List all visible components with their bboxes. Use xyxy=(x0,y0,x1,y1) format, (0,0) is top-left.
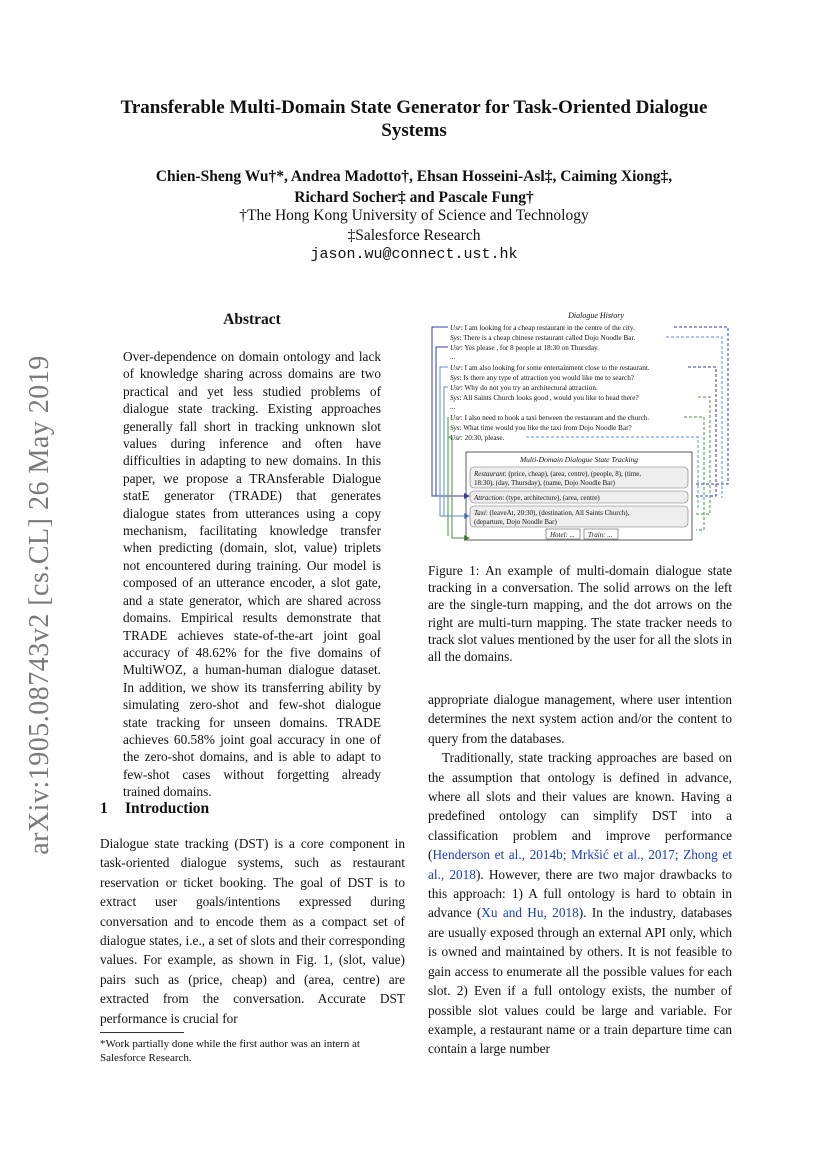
ellipsis-2: ... xyxy=(450,403,456,411)
introduction-paragraph: Dialogue state tracking (DST) is a core component in task-oriented dialogue systems, such as restaurant reservation or ticket booking. The goal of DST is to extract user goals/intentions expressed during conversation and to encode them as a compact set of dialogue states, i.e., a set of slots and their corresponding values. For example, as shown in Fig. 1, (slot, value) pairs such as (price, cheap) and (area, centre) are extracted from the conversation. Accurate DST performance is crucial for xyxy=(100,836,405,1026)
restaurant-state-line-2: 18:30), (day, Thursday), (name, Dojo Noodle Bar) xyxy=(474,479,615,487)
section-title: Introduction xyxy=(125,800,210,817)
restaurant-dotted-arrow xyxy=(674,327,728,484)
dialogue-history-title: Dialogue History xyxy=(568,311,624,320)
turn-7: Sys: All Saints Church looks good , would you like to head there? xyxy=(450,394,639,402)
train-state-label: Train: ... xyxy=(588,531,613,539)
authors-line-1: Chien-Sheng Wu†*, Andrea Madotto†, Ehsan Hosseini-Asl‡, Caiming Xiong‡, xyxy=(155,168,673,185)
contact-email[interactable]: jason.wu@connect.ust.hk xyxy=(310,246,518,263)
ellipsis-1: ... xyxy=(450,353,456,361)
paragraph-text-a: Traditionally, state tracking approaches are based on the assumption that ontology is defined in advance, where all slots and their values are known. Having a predefined ontology can simplify DST into a classification problem and improve performance ( xyxy=(428,750,732,863)
right-column-text xyxy=(428,690,732,1059)
attraction-state-line: Attraction: (type, architecture), (area, centre) xyxy=(474,494,600,502)
turn-4: Usr: I am also looking for some entertainment close to the restaurant. xyxy=(450,364,650,372)
restaurant-arrow-2 xyxy=(436,347,448,496)
turn-10: Usr: 20:30, please. xyxy=(450,434,505,442)
paragraph-traditional-approaches xyxy=(428,748,732,1059)
affiliations xyxy=(120,206,708,246)
affiliation-hkust: †The Hong Kong University of Science and Technology xyxy=(239,207,589,224)
paper-title: Transferable Multi-Domain State Generator for Task-Oriented Dialogue Systems xyxy=(120,97,708,141)
citation-xu-hu[interactable]: Xu and Hu, 2018 xyxy=(481,905,579,921)
citation-henderson-mrksic-zhong[interactable]: Henderson et al., 2014b; Mrkšić et al., 2017; Zhong et al., 2018 xyxy=(428,847,732,882)
turn-2: Sys: There is a cheap chinese restaurant called Dojo Noodle Bar. xyxy=(450,334,636,342)
turn-9: Sys: What time would you like the taxi from Dojo Noodle Bar? xyxy=(450,424,632,432)
footnote: *Work partially done while the first author was an intern at Salesforce Research. xyxy=(100,1038,360,1064)
taxi-arrow xyxy=(448,437,464,538)
taxi-state-line-2: (departure, Dojo Noodle Bar) xyxy=(474,518,557,526)
turn-5: Sys: Is there any type of attraction you would like me to search? xyxy=(450,374,635,382)
state-tracking-title: Multi-Domain Dialogue State Tracking xyxy=(519,455,639,464)
footnote-rule xyxy=(100,1032,184,1033)
taxi-state-line-1: Taxi: (leaveAt, 20:30), (destination, All Saints Church), xyxy=(474,509,630,517)
authors-line-2: Richard Socher‡ and Pascale Fung† xyxy=(294,189,534,206)
figure-1-diagram xyxy=(426,308,736,543)
arxiv-id-text: arXiv:1905.08743v2 [cs.CL] 26 May 2019 xyxy=(24,355,56,855)
turn-3: Usr: Yes please , for 8 people at 18:30 on Thursday. xyxy=(450,344,599,352)
affiliation-salesforce: ‡Salesforce Research xyxy=(347,227,481,244)
attraction-arrowhead xyxy=(464,513,470,519)
figure-1-caption: Figure 1: An example of multi-domain dialogue state tracking in a conversation. The solid arrows on the left are the single-turn mapping, and the dot arrows on the right are multi-turn mapping. The state tracker needs to track slot values mentioned by the user for all the slots in all the domains. xyxy=(428,563,732,665)
attraction-arrow-2 xyxy=(444,387,448,516)
arxiv-identifier xyxy=(20,345,60,865)
restaurant-state-line-1: Restaurant: (price, cheap), (area, centre), (people, 8), (time, xyxy=(474,470,642,478)
paragraph-text-c: ). In the industry, databases are usually exposed through an external API only, which is owned and maintained by others. It is not feasible to gain access to enumerate all the possible values for each slot. 2) Even if a full ontology exists, the number of possible slot values could be large and variable. For example, a restaurant name or a train departure time can contain a large number xyxy=(428,905,733,1057)
single-turn-arrows xyxy=(432,327,464,538)
dialogue-turns xyxy=(450,324,650,442)
abstract-heading: Abstract xyxy=(223,311,281,328)
hotel-state-label: Hotel: ... xyxy=(550,531,575,539)
author-list xyxy=(120,166,708,208)
paragraph-dialogue-management: appropriate dialogue management, where user intention determines the next system action and/or the content to query from the databases. xyxy=(428,692,732,746)
section-number: 1 xyxy=(100,800,108,817)
turn-1: Usr: I am looking for a cheap restaurant in the centre of the city. xyxy=(450,324,635,332)
abstract-body: Over-dependence on domain ontology and lack of knowledge sharing across domains are two practical and yet less studied problems of dialogue state tracking. Existing approaches generally fall short in tracking unknown slot values during inference and often have difficulties in adapting to new domains. In this paper, we propose a TRAnsferable Dialogue statE generator (TRADE) that generates dialogue states from utterances using a copy mechanism, facilitating knowledge transfer when predicting (domain, slot, value) triplets not encountered during training. Our model is composed of an utterance encoder, a slot gate, and a state generator, which are shared across domains. Empirical results demonstrate that TRADE achieves state-of-the-art joint goal accuracy of 48.62% for the five domains of MultiWOZ, a human-human dialogue dataset. In addition, we show its transferring ability by simulating zero-shot and few-shot dialogue state tracking for unseen domains. TRADE achieves 60.58% joint goal accuracy in one of the zero-shot domains, and is able to adapt to few-shot cases without forgetting already trained domains. xyxy=(123,349,381,800)
paragraph-text-b: ). However, there are two major drawbacks to this approach: 1) A full ontology is hard to obtain in advance ( xyxy=(428,866,732,921)
turn-6: Usr: Why do not you try an architectural attraction. xyxy=(450,384,598,392)
restaurant-arrowhead xyxy=(464,493,470,499)
arrow-heads xyxy=(464,493,470,541)
section-heading-introduction xyxy=(100,800,405,818)
turn-8: Usr: I also need to book a taxi between the restaurant and the church. xyxy=(450,414,650,422)
